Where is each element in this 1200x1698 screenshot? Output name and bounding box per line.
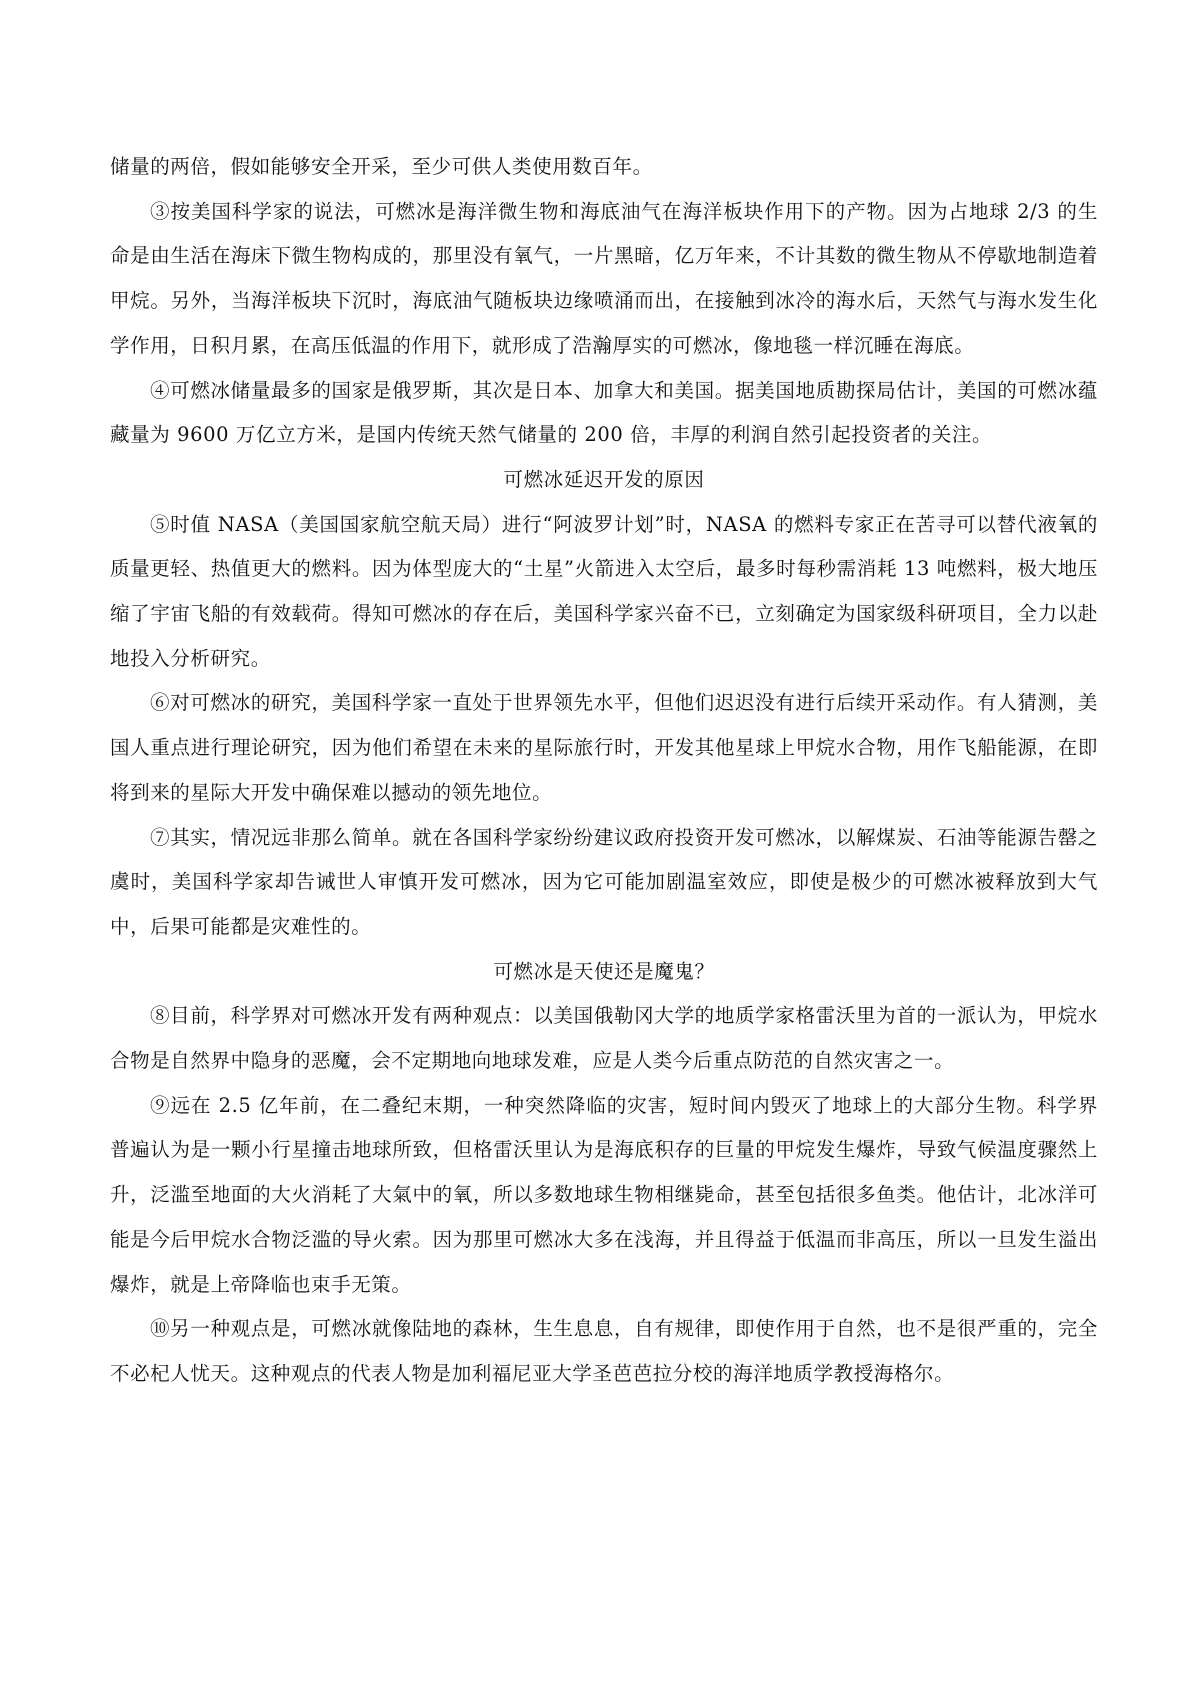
paragraph-3: ③按美国科学家的说法，可燃冰是海洋微生物和海底油气在海洋板块作用下的产物。因为占地球 2/3 的生命是由生活在海床下微生物构成的，那里没有氧气，一片黑暗，亿万年来，不计其数的微生物从不停歇地制造着甲烷。另外，当海洋板块下沉时，海底油气随板块边缘喷涌而出，在接触到冰冷的海水后，天然气与海水发生化学作用，日积月累，在高压低温的作用下，就形成了浩瀚厚实的可燃冰，像地毯一样沉睡在海底。	[110, 199, 1098, 357]
document-body	[110, 145, 1098, 1397]
paragraph-9: ⑨远在 2.5 亿年前，在二叠纪末期，一种突然降临的灾害，短时间内毁灭了地球上的大部分生物。科学界普遍认为是一颗小行星撞击地球所致，但格雷沃里认为是海底积存的巨量的甲烷发生爆炸，导致气候温度骤然上升，泛滥至地面的大火消耗了大氣中的氧，所以多数地球生物相继毙命，甚至包括很多鱼类。他估计，北冰洋可能是今后甲烷水合物泛滥的导火索。因为那里可燃冰大多在浅海，并且得益于低温而非高压，所以一旦发生溢出爆炸，就是上帝降临也束手无策。	[110, 1093, 1098, 1296]
paragraph-10: ⑩另一种观点是，可燃冰就像陆地的森林，生生息息，自有规律，即使作用于自然，也不是很严重的，完全不必杞人忧天。这种观点的代表人物是加利福尼亚大学圣芭芭拉分校的海洋地质学教授海格尔。	[110, 1317, 1098, 1385]
paragraph-8: ⑧目前，科学界对可燃冰开发有两种观点：以美国俄勒冈大学的地质学家格雷沃里为首的一派认为，甲烷水合物是自然界中隐身的恶魔，会不定期地向地球发难，应是人类今后重点防范的自然灾害之一。	[110, 1004, 1098, 1073]
paragraph-continued: 储量的两倍，假如能够安全开采，至少可供人类使用数百年。	[110, 155, 653, 178]
section-heading-delay-reasons: 可燃冰延迟开发的原因	[503, 467, 705, 491]
paragraph-6: ⑥对可燃冰的研究，美国科学家一直处于世界领先水平，但他们迟迟没有进行后续开采动作。有人猜测，美国人重点进行理论研究，因为他们希望在未来的星际旅行时，开发其他星球上甲烷水合物，用作飞船能源，在即将到来的星际大开发中确保难以撼动的领先地位。	[110, 691, 1098, 804]
paragraph-5: ⑤时值 NASA（美国国家航空航天局）进行“阿波罗计划”时，NASA 的燃料专家正在苦寻可以替代液氧的质量更轻、热值更大的燃料。因为体型庞大的“土星”火箭进入太空后，最多时每秒需消耗 13 吨燃料，极大地压缩了宇宙飞船的有效载荷。得知可燃冰的存在后，美国科学家兴奋不已，立刻确定为国家级科研项目，全力以赴地投入分析研究。	[110, 512, 1098, 670]
paragraph-4: ④可燃冰储量最多的国家是俄罗斯，其次是日本、加拿大和美国。据美国地质勘探局估计，美国的可燃冰蕴藏量为 9600 万亿立方米，是国内传统天然气储量的 200 倍，丰厚的利润自然引起投资者的关注。	[110, 378, 1098, 447]
paragraph-7: ⑦其实，情况远非那么简单。就在各国科学家纷纷建议政府投资开发可燃冰，以解煤炭、石油等能源告罄之虞时，美国科学家却告诫世人审慎开发可燃冰，因为它可能加剧温室效应，即使是极少的可燃冰被释放到大气中，后果可能都是灾难性的。	[110, 825, 1098, 938]
section-heading-angel-or-devil: 可燃冰是天使还是魔鬼？	[493, 959, 715, 983]
